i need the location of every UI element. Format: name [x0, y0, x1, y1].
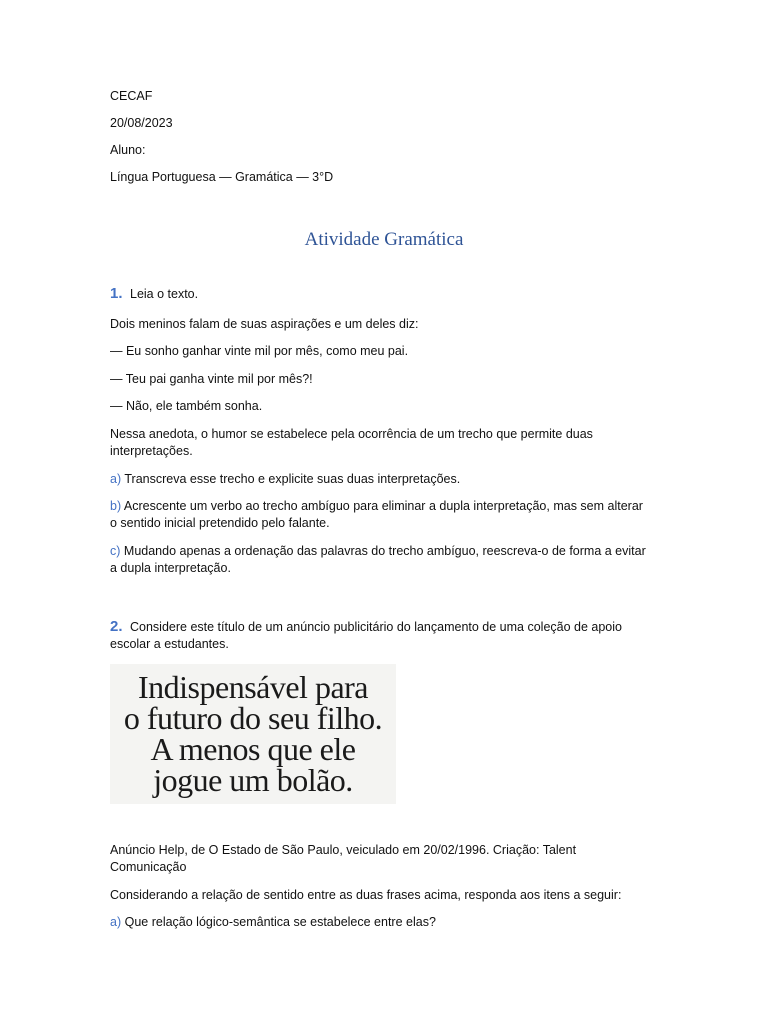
question-intro: Considere este título de um anúncio publicitário do lançamento de uma coleção de apoio escolar a estudantes. [110, 620, 622, 651]
question-prompt: Considerando a relação de sentido entre as duas frases acima, responda aos itens a seguir: [110, 888, 622, 902]
question-2-heading [110, 618, 650, 653]
date: 20/08/2023 [110, 116, 173, 130]
page-title: Atividade Gramática [304, 229, 464, 250]
item-text: Transcreva esse trecho e explicite suas duas interpretações. [124, 472, 461, 486]
advertisement-image [110, 664, 396, 804]
ad-line: Indispensável para [137, 669, 368, 705]
text-line: Dois meninos falam de suas aspirações e um deles diz: [110, 317, 419, 331]
question-statement: Nessa anedota, o humor se estabelece pela ocorrência de um trecho que permite duas interpretações. [110, 427, 593, 458]
item-text: Mudando apenas a ordenação das palavras do trecho ambíguo, reescreva-o de forma a evitar a dupla interpretação. [110, 544, 646, 575]
ad-credit: Anúncio Help, de O Estado de São Paulo, veiculado em 20/02/1996. Criação: Talent Comunicação [110, 843, 577, 874]
question-1-heading [110, 285, 650, 303]
item-a [110, 914, 650, 931]
student-label: Aluno: [110, 143, 146, 157]
text-line: — Teu pai ganha vinte mil por mês?! [110, 372, 313, 386]
question-intro: Leia o texto. [130, 287, 199, 301]
ad-line: A menos que ele [150, 731, 356, 767]
text-line: — Eu sonho ganhar vinte mil por mês, como meu pai. [110, 344, 409, 358]
item-letter: b) [110, 499, 122, 513]
item-letter: a) [110, 915, 122, 929]
item-text: Que relação lógico-semântica se estabelece entre elas? [124, 915, 436, 929]
school-name: CECAF [110, 89, 153, 103]
item-letter: c) [110, 544, 121, 558]
item-text: Acrescente um verbo ao trecho ambíguo para eliminar a dupla interpretação, mas sem alterar o sentido inicial pretendido pelo falante. [110, 499, 643, 530]
item-letter: a) [110, 472, 122, 486]
text-line: — Não, ele também sonha. [110, 399, 263, 413]
question-number: 2. [110, 618, 123, 635]
ad-line: o futuro do seu filho. [123, 700, 383, 736]
item-b [110, 498, 650, 532]
ad-line: jogue um bolão. [153, 762, 353, 798]
item-c [110, 543, 650, 577]
item-a [110, 471, 650, 488]
question-number: 1. [110, 285, 123, 302]
subject-line: Língua Portuguesa — Gramática — 3°D [110, 170, 334, 184]
